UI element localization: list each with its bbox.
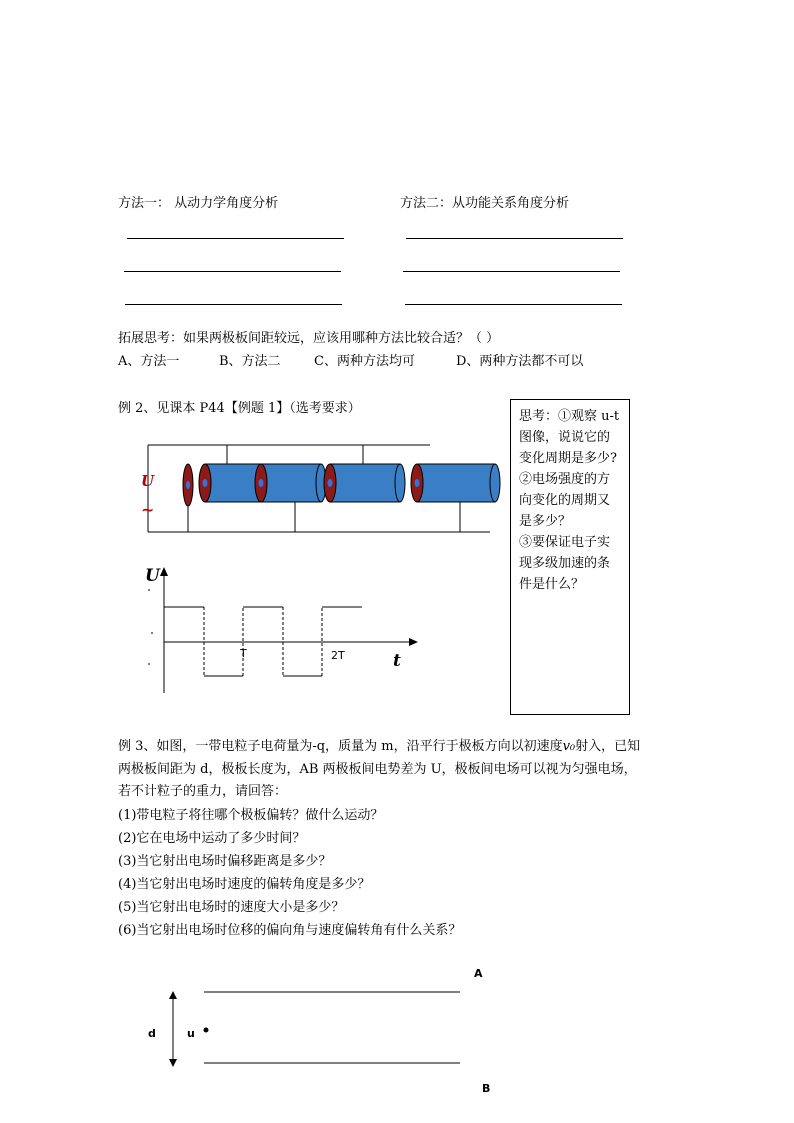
think-line-2: ②电场强度的方向变化的周期又是多少？ xyxy=(519,472,611,529)
first-plate xyxy=(183,464,193,506)
parallel-plates-diagram xyxy=(160,980,470,1080)
answer-line xyxy=(403,271,620,272)
answer-line xyxy=(405,304,622,305)
question-1: (1)带电粒子将往哪个极板偏转？做什么运动？ xyxy=(118,808,384,823)
v0-symbol: v₀ xyxy=(562,739,576,754)
graph-y-label: U xyxy=(145,566,160,586)
question-2: (2)它在电场中运动了多少时间？ xyxy=(118,831,306,846)
option-d: D、两种方法都不可以 xyxy=(456,354,584,369)
drift-tube-2 xyxy=(255,464,326,502)
plate-a-label: A xyxy=(474,967,483,980)
method-one-label: 方法一： 从动力学角度分析 xyxy=(118,196,279,211)
drift-tube-3 xyxy=(324,464,405,502)
option-b: B、方法二 xyxy=(219,354,281,369)
answer-line xyxy=(125,304,342,305)
tick-label-2t: 2T xyxy=(331,649,345,662)
extension-question: 拓展思考：如果两极板间距较远，应该用哪种方法比较合适？（ ） xyxy=(118,331,500,346)
particle xyxy=(204,1028,209,1033)
think-line-3: ③要保证电子实现多级加速的条件是什么？ xyxy=(519,535,611,592)
distance-label: d xyxy=(148,1027,156,1040)
voltage-label: U xyxy=(141,472,155,490)
example-two-heading: 例 2、见课本 P44【例题 1】（选考要求） xyxy=(118,401,361,416)
voltage-label-u: u xyxy=(187,1027,195,1040)
method-two-label: 方法二：从功能关系角度分析 xyxy=(400,196,570,211)
question-4: (4)当它射出电场时速度的偏转角度是多少？ xyxy=(118,877,371,892)
question-5: (5)当它射出电场时的速度大小是多少？ xyxy=(118,900,345,915)
option-a: A、方法一 xyxy=(118,354,180,369)
question-6: (6)当它射出电场时位移的偏向角与速度偏转角有什么关系？ xyxy=(118,923,462,938)
think-title: 思考：①观察 u-t 图像，说说它的变化周期是多少? xyxy=(519,409,620,466)
answer-line xyxy=(406,238,623,239)
answer-line xyxy=(124,271,341,272)
question-3: (3)当它射出电场时偏移距离是多少？ xyxy=(118,854,332,869)
plate-b-label: B xyxy=(482,1082,491,1095)
u-t-graph xyxy=(140,565,430,695)
graph-x-label: t xyxy=(393,651,401,671)
option-c: C、两种方法均可 xyxy=(314,354,415,369)
example-three-intro-2: 两极板间距为 d，极板长度为，AB 两极板间电势差为 U，极板间电场可以视为匀强电场， xyxy=(118,762,637,777)
ac-symbol: ~ xyxy=(141,500,155,519)
drift-tube-4 xyxy=(411,464,500,502)
answer-line xyxy=(127,238,344,239)
example-three-intro-3: 若不计粒子的重力，请回答： xyxy=(118,784,288,799)
linear-accelerator-diagram xyxy=(130,425,510,550)
tick-label-t: T xyxy=(240,647,247,660)
think-box xyxy=(510,399,630,715)
example-three-intro-1: 例 3、如图，一带电粒子电荷量为-q，质量为 m，沿平行于极板方向以初速度v₀射入，已知 xyxy=(118,739,641,754)
